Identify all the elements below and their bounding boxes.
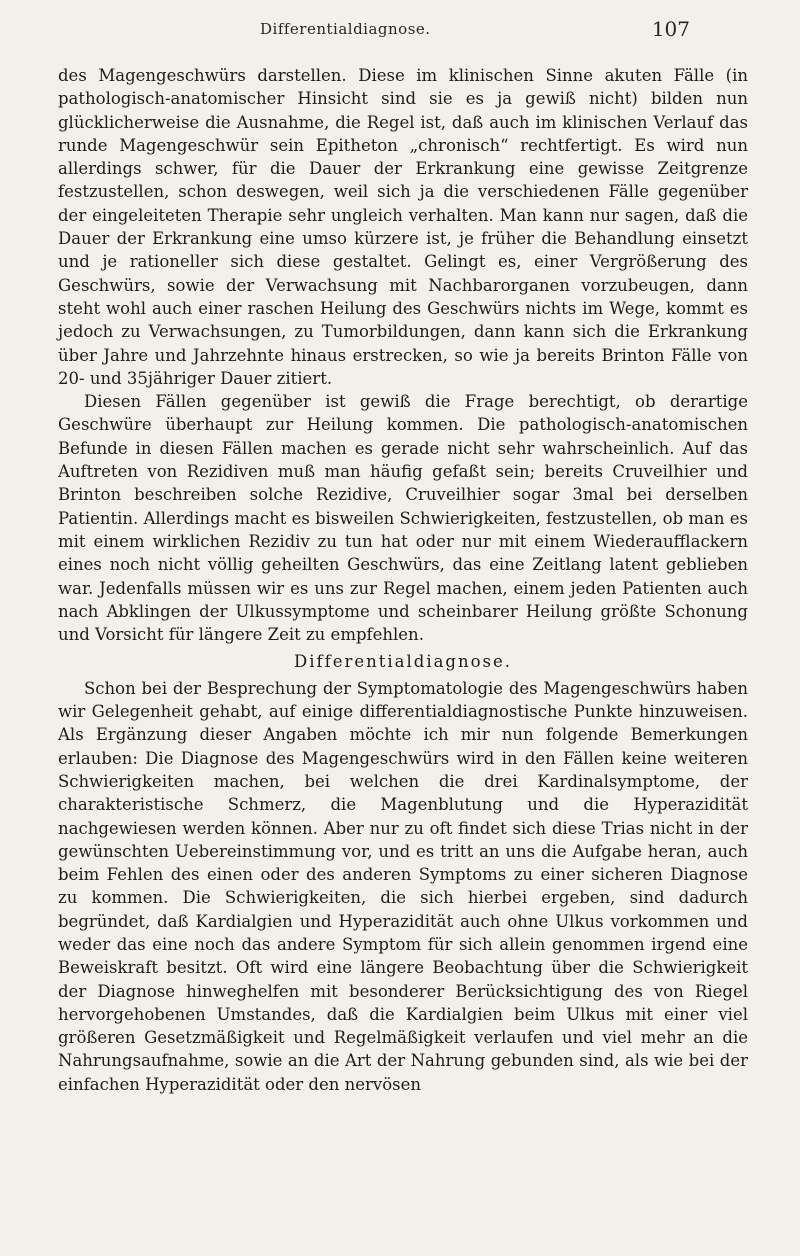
paragraph-continued: des Magengeschwürs darstellen. Diese im klinischen Sinne akuten Fälle (in pathologisch-anatomischer Hinsicht sind sie es ja gewiß nicht) bilden nun glücklicherweise die Ausnahme, die Regel ist, daß auch im klinischen Verlauf das runde Magengeschwür sein Epitheton „chronisch“ rechtfertigt. Es wird nun allerdings schwer, für die Dauer der Erkrankung eine gewisse Zeitgrenze festzustellen, schon deswegen, weil sich ja die verschiedenen Fälle gegenüber der eingeleiteten Therapie sehr ungleich verhalten. Man kann nur sagen, daß die Dauer der Erkrankung eine umso kürzere ist, je früher die Behandlung einsetzt und je rationeller sich diese gestaltet. Gelingt es, einer Vergrößerung des Geschwürs, sowie der Verwachsung mit Nachbarorganen vorzubeugen, dann steht wohl auch einer raschen Heilung des Geschwürs nichts im Wege, kommt es jedoch zu Verwachsungen, zu Tumorbildungen, dann kann sich die Erkrankung über Jahre und Jahrzehnte hinaus erstrecken, so wie ja bereits Brinton Fälle von 20- und 35jähriger Dauer zitiert.: [58, 66, 748, 388]
body-text: [58, 64, 748, 1096]
running-title: Differentialdiagnose.: [260, 20, 431, 38]
paragraph-rezidive: Diesen Fällen gegenüber ist gewiß die Frage berechtigt, ob derartige Geschwüre überhaupt zur Heilung kommen. Die pathologisch-anatomischen Befunde in diesen Fällen machen es gerade nicht sehr wahrscheinlich. Auf das Auftreten von Rezidiven muß man häufig gefaßt sein; bereits Cruveilhier und Brinton beschreiben solche Rezidive, Cruveilhier sogar 3mal bei derselben Patientin. Allerdings macht es bisweilen Schwierigkeiten, festzustellen, ob man es mit einem wirklichen Rezidiv zu tun hat oder nur mit einem Wiederaufflackern eines noch nicht völlig geheilten Geschwürs, das eine Zeitlang latent geblieben war. Jedenfalls müssen wir es uns zur Regel machen, einem jeden Patienten auch nach Abklingen der Ulkussymptome und scheinbarer Heilung größte Schonung und Vorsicht für längere Zeit zu empfehlen.: [58, 392, 749, 645]
page-number: 107: [651, 17, 690, 41]
section-heading: Differentialdiagnose.: [293, 652, 513, 672]
paragraph-differentialdiagnose: Schon bei der Besprechung der Symptomatologie des Magengeschwürs haben wir Gelegenheit gehabt, auf einige differentialdiagnostische Punkte hinzuweisen. Als Ergänzung dieser Angaben möchte ich mir nun folgende Bemerkungen erlauben: Die Diagnose des Magengeschwürs wird in den Fällen keine weiteren Schwierigkeiten machen, bei welchen die drei Kardinalsymptome, der charakteristische Schmerz, die Magenblutung und die Hyperazidität nachgewiesen werden können. Aber nur zu oft findet sich diese Trias nicht in der gewünschten Uebereinstimmung vor, und es tritt an uns die Aufgabe heran, auch beim Fehlen des einen oder des anderen Symptoms zu einer sicheren Diagnose zu kommen. Die Schwierigkeiten, die sich hierbei ergeben, sind dadurch begründet, daß Kardialgien und Hyperazidität auch ohne Ulkus vorkommen und weder das eine noch das andere Symptom für sich allein genommen irgend eine Beweiskraft besitzt. Oft wird eine längere Beobachtung über die Schwierigkeit der Diagnose hinweghelfen mit besonderer Berücksichtigung des von Riegel hervorgehobenen Umstandes, daß die Kardialgien beim Ulkus mit einer viel größeren Gesetzmäßigkeit und Regelmäßigkeit verlaufen und viel mehr an die Nahrungsaufnahme, sowie an die Art der Nahrung gebunden sind, als wie bei der einfachen Hyperazidität oder den nervösen: [58, 678, 748, 1094]
